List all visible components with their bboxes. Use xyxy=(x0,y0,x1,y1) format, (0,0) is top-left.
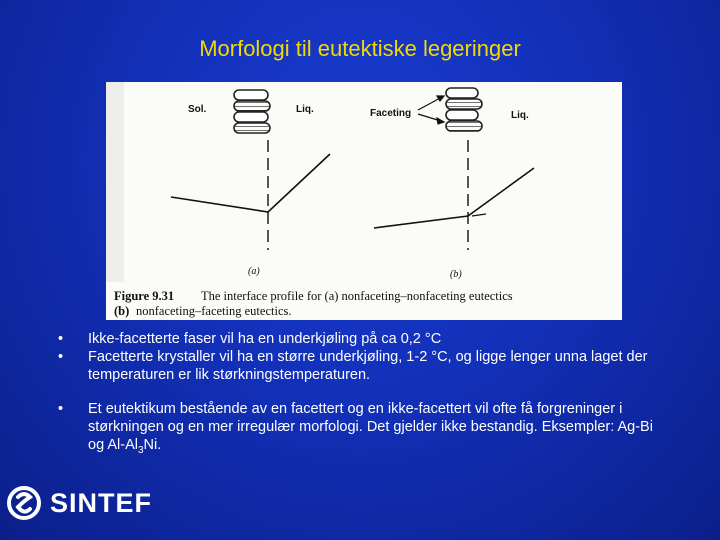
temperature-profile-b xyxy=(374,168,534,228)
bullet-text: Et eutektikum bestående av en facettert og en ikke-facettert vil ofte få forgreninger i størkningen og en mer irregulær morfologi. Det gjelder ikke bestandig. Eksempler: Ag-Bi og $Al-Al_3Ni$. xyxy=(88,401,653,456)
temperature-profile-a xyxy=(171,154,330,212)
caption-line2-prefix: (b) xyxy=(114,304,130,318)
undercooling-tick xyxy=(472,214,486,216)
lamellae-b xyxy=(446,88,482,131)
caption-number: Figure 9.31 xyxy=(114,289,175,303)
lamellae-a xyxy=(234,90,270,133)
panel-b xyxy=(370,88,534,280)
caption-line1: The interface profile for (a) nonfaceting–nonfaceting eutectics xyxy=(201,289,513,303)
faceting-arrows xyxy=(418,96,444,124)
logo-text: SINTEF xyxy=(50,487,153,518)
label-liq-a: Liq. xyxy=(296,104,314,115)
bullet-item xyxy=(58,348,658,384)
bullet-item xyxy=(58,330,658,348)
sintef-logo-icon xyxy=(6,485,42,521)
panel-a xyxy=(171,90,330,277)
bullet-marker: • xyxy=(58,401,64,417)
label-faceting: Faceting xyxy=(370,108,412,119)
bullet-text: Ikke-facetterte faser vil ha en underkjøling på ca 0,2 °C xyxy=(88,331,442,347)
figure-image xyxy=(106,82,622,320)
bullet-list xyxy=(58,330,658,460)
sub-label-b: (b) xyxy=(450,269,462,280)
subscript: 3 xyxy=(137,444,144,456)
scan-residue xyxy=(106,82,124,282)
caption-line2: nonfaceting–faceting eutectics. xyxy=(136,304,292,318)
bullet-marker: • xyxy=(58,331,64,347)
interface-profile-diagram xyxy=(106,82,622,320)
sub-label-a: (a) xyxy=(248,266,260,277)
sintef-logo xyxy=(6,485,152,521)
label-sol: Sol. xyxy=(188,104,207,115)
bullet-item xyxy=(58,400,658,460)
bullet-text: Facetterte krystaller vil ha en større underkjøling, 1-2 °C, og ligge lenger unna laget der temperaturen er lik størkningstemperaturen. xyxy=(88,349,648,383)
slide-title: Morfologi til eutektiske legeringer xyxy=(199,36,521,61)
label-liq-b: Liq. xyxy=(511,110,529,121)
bullet-marker: • xyxy=(58,349,64,365)
figure-caption xyxy=(114,289,513,318)
